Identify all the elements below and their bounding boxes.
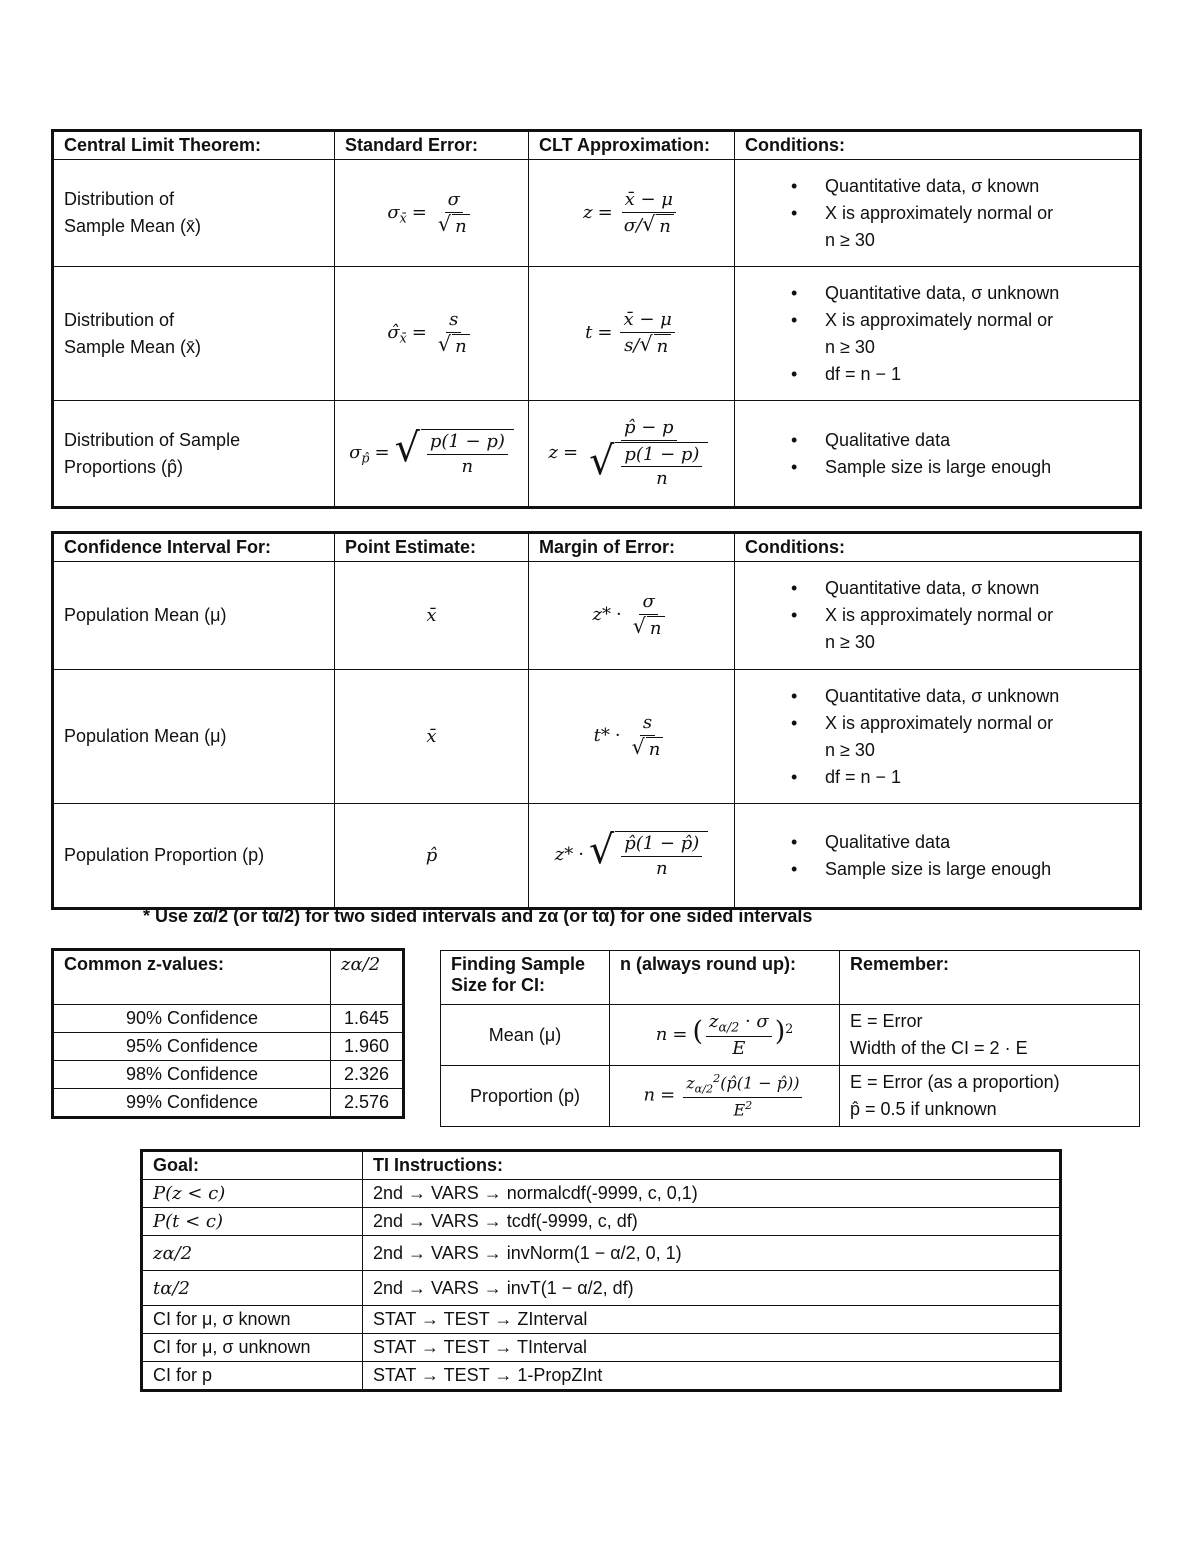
ti-row	[143, 1208, 1060, 1236]
clt-approx-formula: z = x̄ − μ σ/ √ n	[529, 160, 735, 267]
clt-row-label	[54, 160, 335, 267]
clt-row-label	[54, 401, 335, 507]
clt-row-mean-known	[54, 160, 1140, 267]
condition-item: • X is approximately normal or	[745, 710, 1129, 737]
ti-instructions-table	[142, 1151, 1060, 1390]
ti-header-row	[143, 1152, 1060, 1180]
ci-row-label: Population Proportion (p)	[54, 804, 335, 908]
ti-header-cell: Goal:	[143, 1152, 363, 1180]
ci-margin-of-error: z* · √ $\frac{p̂(1 - p̂)}{n}$	[529, 804, 735, 908]
clt-header-cell: Standard Error:	[335, 132, 529, 160]
zvalues-row	[54, 1033, 403, 1061]
ci-conditions	[735, 670, 1140, 804]
ti-goal: CI for μ, σ known	[143, 1306, 363, 1334]
ci-row-label: Population Mean (μ)	[54, 670, 335, 804]
label-line: Distribution of	[64, 189, 175, 209]
z-critical-value: 2.576	[331, 1089, 403, 1117]
sample-size-label: Proportion (p)	[441, 1066, 610, 1127]
clt-table	[53, 131, 1140, 507]
confidence-level: 95% Confidence	[54, 1033, 331, 1061]
ci-header-cell: Margin of Error:	[529, 534, 735, 562]
zvalues-row	[54, 1089, 403, 1117]
ti-instruction: STAT → TEST → TInterval	[363, 1334, 1060, 1362]
ci-margin-of-error: z* · σ √ n	[529, 562, 735, 670]
ti-instruction: 2nd → VARS → invNorm(1 − α/2, 0, 1)	[363, 1236, 1060, 1271]
ci-header-cell: Conditions:	[735, 534, 1140, 562]
condition-item: • Sample size is large enough	[745, 856, 1129, 883]
label-line: Proportions (p̂)	[64, 456, 184, 477]
sample-size-row-proportion	[441, 1066, 1140, 1127]
zvalues-header-cell: zα/2	[331, 951, 403, 1005]
label-line: Distribution of	[64, 309, 175, 330]
ci-header-cell: Point Estimate:	[335, 534, 529, 562]
ti-instruction: STAT → TEST → 1-PropZInt	[363, 1362, 1060, 1390]
zvalues-row	[54, 1061, 403, 1089]
ci-header-row	[54, 534, 1140, 562]
ti-goal: P(t < c)	[143, 1208, 363, 1236]
ti-instruction: 2nd → VARS → normalcdf(-9999, c, 0,1)	[363, 1180, 1060, 1208]
clt-conditions	[735, 401, 1140, 507]
clt-conditions	[735, 267, 1140, 401]
condition-item: n ≥ 30	[825, 336, 875, 357]
condition-item: n ≥ 30	[825, 739, 875, 760]
z-critical-value: 1.960	[331, 1033, 403, 1061]
condition-item: • Quantitative data, σ unknown	[745, 683, 1129, 710]
sample-size-remember	[840, 1005, 1140, 1066]
zvalues-header-cell: Common z-values:	[54, 951, 331, 1005]
sample-size-header-cell: Finding Sample Size for CI:	[441, 951, 610, 1005]
ti-row	[143, 1362, 1060, 1390]
ci-conditions	[735, 562, 1140, 670]
ci-table	[53, 533, 1140, 908]
ci-row-mean-unknown	[54, 670, 1140, 804]
condition-item: • Quantitative data, σ known	[745, 575, 1129, 602]
condition-item: • X is approximately normal or	[745, 307, 1129, 334]
ti-row	[143, 1334, 1060, 1362]
clt-header-cell: CLT Approximation:	[529, 132, 735, 160]
z-critical-value: 1.645	[331, 1005, 403, 1033]
ci-row-label: Population Mean (μ)	[54, 562, 335, 670]
condition-item: n ≥ 30	[825, 632, 875, 652]
clt-conditions	[735, 160, 1140, 267]
clt-approx-formula: t = x̄ − μ s/ √ n	[529, 267, 735, 401]
ci-header-cell: Confidence Interval For:	[54, 534, 335, 562]
ti-instruction: STAT → TEST → ZInterval	[363, 1306, 1060, 1334]
ti-instruction: 2nd → VARS → invT(1 − α/2, df)	[363, 1271, 1060, 1306]
z-critical-value: 2.326	[331, 1061, 403, 1089]
clt-approx-formula: z = p̂ − p √ $\frac{p(1 - p)}{n}$	[529, 401, 735, 507]
ti-header-cell: TI Instructions:	[363, 1152, 1060, 1180]
confidence-level: 90% Confidence	[54, 1005, 331, 1033]
ti-row	[143, 1236, 1060, 1271]
clt-se-formula: $\sigma_{p̂}$ = √ $\frac{p(1 - p)}{n}$	[335, 401, 529, 507]
clt-row-proportion	[54, 401, 1140, 507]
sample-size-header-cell: n (always round up):	[610, 951, 840, 1005]
sample-size-row-mean	[441, 1005, 1140, 1066]
ti-instruction: 2nd → VARS → tcdf(-9999, c, df)	[363, 1208, 1060, 1236]
clt-row-label	[54, 267, 335, 401]
ti-goal: zα/2	[143, 1236, 363, 1271]
ci-point-estimate: p̂	[335, 804, 529, 908]
clt-se-formula: $\sigmâ_{x̄}$ = s √ n	[335, 267, 529, 401]
remember-line: E = Error (as a proportion)	[850, 1072, 1060, 1092]
ti-goal: CI for μ, σ unknown	[143, 1334, 363, 1362]
sample-size-formula: n = $\frac{z_{\alpha/2}^2(p̂(1 - p̂))}{E^2}$	[610, 1066, 840, 1127]
condition-item: • X is approximately normal or	[745, 200, 1129, 227]
clt-header-cell: Conditions:	[735, 132, 1140, 160]
condition-item: • df = n − 1	[745, 361, 1129, 388]
confidence-level: 99% Confidence	[54, 1089, 331, 1117]
clt-se-formula: $\sigma_{x̄}$ = σ √ n	[335, 160, 529, 267]
critical-value-note: * Use zα/2 (or tα/2) for two sided intervals and zα (or tα) for one sided intervals	[143, 906, 813, 926]
condition-item: • Qualitative data	[745, 829, 1129, 856]
clt-row-mean-unknown	[54, 267, 1140, 401]
remember-line: p̂ = 0.5 if unknown	[850, 1099, 997, 1119]
zvalues-row	[54, 1005, 403, 1033]
ti-goal: CI for p	[143, 1362, 363, 1390]
condition-item: • Qualitative data	[745, 427, 1129, 454]
ci-margin-of-error: t* · s √ n	[529, 670, 735, 804]
condition-item: • df = n − 1	[745, 764, 1129, 791]
ci-point-estimate: x̄	[335, 562, 529, 670]
remember-line: E = Error	[850, 1011, 923, 1031]
ci-point-estimate: x̄	[335, 670, 529, 804]
condition-item: • Sample size is large enough	[745, 454, 1129, 481]
clt-header-row	[54, 132, 1140, 160]
ti-row	[143, 1271, 1060, 1306]
confidence-level: 98% Confidence	[54, 1061, 331, 1089]
ci-row-proportion	[54, 804, 1140, 908]
zvalues-header-row	[54, 951, 403, 1005]
sample-size-header-cell: Remember:	[840, 951, 1140, 1005]
condition-item: • Quantitative data, σ known	[745, 173, 1129, 200]
zvalues-table	[53, 950, 403, 1117]
ci-row-mean-known	[54, 562, 1140, 670]
label-line: Distribution of Sample	[64, 429, 241, 450]
ti-goal: tα/2	[143, 1271, 363, 1306]
sample-size-table	[440, 950, 1140, 1127]
condition-item: • X is approximately normal or	[745, 602, 1129, 629]
sample-size-header-row	[441, 951, 1140, 1005]
remember-line: Width of the CI = 2 · E	[850, 1038, 1028, 1058]
ci-conditions	[735, 804, 1140, 908]
ti-row	[143, 1180, 1060, 1208]
label-line: Sample Mean (x̄)	[64, 216, 202, 236]
sample-size-label: Mean (μ)	[441, 1005, 610, 1066]
ti-goal: P(z < c)	[143, 1180, 363, 1208]
ti-row	[143, 1306, 1060, 1334]
clt-header-cell: Central Limit Theorem:	[54, 132, 335, 160]
sample-size-formula: n = ( $\frac{z_{\alpha/2} \cdot \sigma}{E}$ )$^2$	[610, 1005, 840, 1066]
label-line: Sample Mean (x̄)	[64, 336, 202, 357]
condition-item: n ≥ 30	[825, 229, 875, 250]
sample-size-remember	[840, 1066, 1140, 1127]
condition-item: • Quantitative data, σ unknown	[745, 280, 1129, 307]
